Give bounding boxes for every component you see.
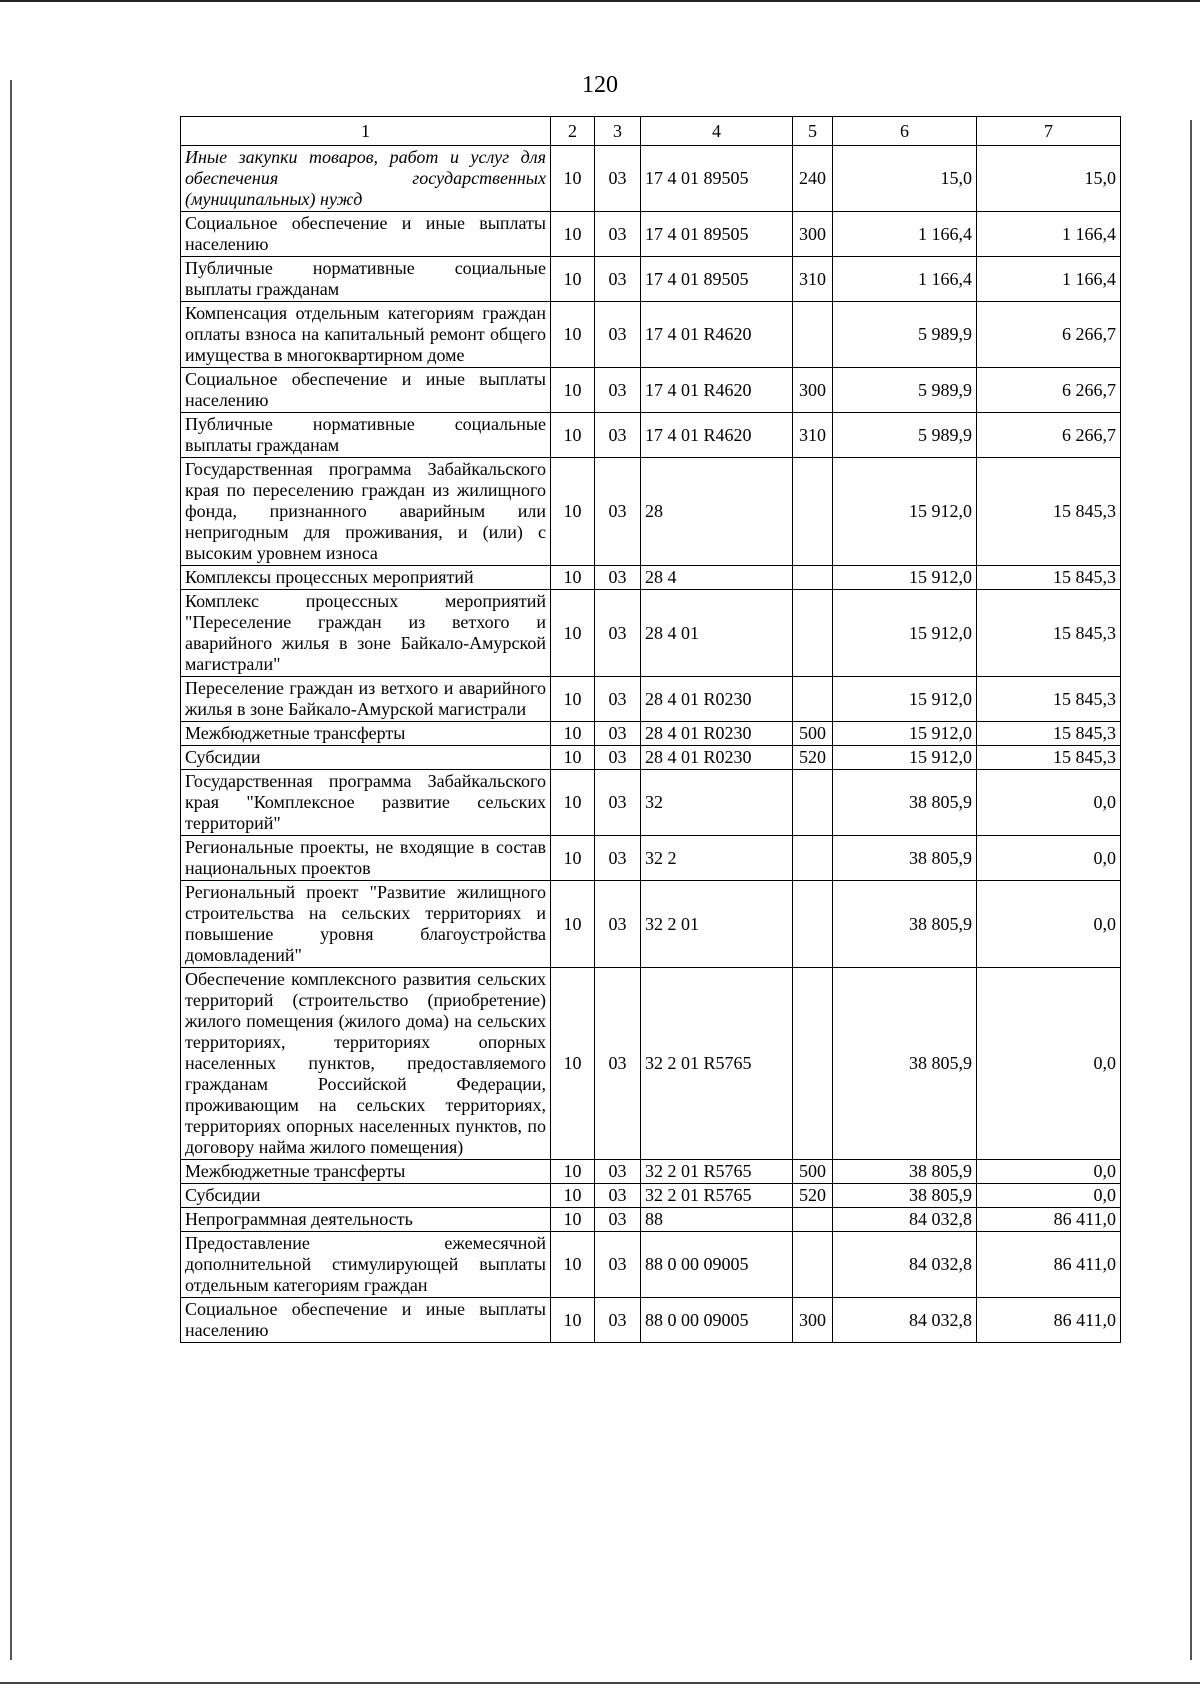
row-name: Государственная программа Забайкальского края "Комплексное развитие сельских территорий" — [181, 770, 551, 836]
row-subsection: 03 — [595, 677, 641, 722]
row-subsection: 03 — [595, 1298, 641, 1343]
row-section: 10 — [551, 722, 595, 746]
column-header: 4 — [641, 117, 793, 146]
row-name: Межбюджетные трансферты — [181, 1160, 551, 1184]
row-amount-year2: 86 411,0 — [977, 1298, 1121, 1343]
row-section: 10 — [551, 968, 595, 1160]
row-subsection: 03 — [595, 257, 641, 302]
row-amount-year1: 15 912,0 — [833, 458, 977, 566]
row-expense-type: 300 — [793, 368, 833, 413]
row-name: Комплексы процессных мероприятий — [181, 566, 551, 590]
row-section: 10 — [551, 1208, 595, 1232]
row-amount-year1: 15,0 — [833, 146, 977, 212]
row-target-code: 28 4 01 — [641, 590, 793, 677]
row-name: Субсидии — [181, 746, 551, 770]
row-subsection: 03 — [595, 1184, 641, 1208]
row-expense-type: 520 — [793, 746, 833, 770]
row-name: Государственная программа Забайкальского края по переселению граждан из жилищного фонда, признанного аварийным или непригодным для проживания, и (или) с высоким уровнем износа — [181, 458, 551, 566]
table-row — [181, 881, 1121, 968]
table-row — [181, 722, 1121, 746]
row-section: 10 — [551, 746, 595, 770]
row-target-code: 32 2 01 — [641, 881, 793, 968]
row-section: 10 — [551, 1184, 595, 1208]
row-amount-year2: 1 166,4 — [977, 257, 1121, 302]
row-amount-year1: 1 166,4 — [833, 212, 977, 257]
row-subsection: 03 — [595, 968, 641, 1160]
row-subsection: 03 — [595, 566, 641, 590]
row-amount-year2: 15 845,3 — [977, 677, 1121, 722]
row-section: 10 — [551, 836, 595, 881]
row-name: Субсидии — [181, 1184, 551, 1208]
row-target-code: 32 2 01 R5765 — [641, 968, 793, 1160]
row-subsection: 03 — [595, 746, 641, 770]
row-amount-year2: 6 266,7 — [977, 302, 1121, 368]
row-amount-year1: 38 805,9 — [833, 881, 977, 968]
table-header-row — [181, 117, 1121, 146]
row-subsection: 03 — [595, 368, 641, 413]
row-name: Иные закупки товаров, работ и услуг для обеспечения государственных (муниципальных) нужд — [181, 146, 551, 212]
row-amount-year2: 86 411,0 — [977, 1208, 1121, 1232]
row-target-code: 88 0 00 09005 — [641, 1298, 793, 1343]
row-amount-year1: 15 912,0 — [833, 677, 977, 722]
row-amount-year1: 15 912,0 — [833, 566, 977, 590]
row-amount-year2: 15 845,3 — [977, 458, 1121, 566]
row-subsection: 03 — [595, 1208, 641, 1232]
row-amount-year1: 15 912,0 — [833, 746, 977, 770]
row-section: 10 — [551, 212, 595, 257]
row-amount-year1: 1 166,4 — [833, 257, 977, 302]
table-row — [181, 413, 1121, 458]
table-row — [181, 968, 1121, 1160]
row-amount-year1: 38 805,9 — [833, 770, 977, 836]
column-header: 2 — [551, 117, 595, 146]
row-amount-year1: 84 032,8 — [833, 1298, 977, 1343]
row-expense-type — [793, 1232, 833, 1298]
table-row — [181, 1160, 1121, 1184]
column-header: 7 — [977, 117, 1121, 146]
row-amount-year2: 0,0 — [977, 881, 1121, 968]
row-expense-type — [793, 458, 833, 566]
row-subsection: 03 — [595, 302, 641, 368]
row-amount-year1: 5 989,9 — [833, 368, 977, 413]
row-subsection: 03 — [595, 1232, 641, 1298]
row-subsection: 03 — [595, 413, 641, 458]
table-body — [181, 146, 1121, 1343]
scan-edge-right — [1190, 120, 1192, 1660]
row-expense-type — [793, 566, 833, 590]
row-name: Непрограммная деятельность — [181, 1208, 551, 1232]
row-name: Переселение граждан из ветхого и аварийного жилья в зоне Байкало-Амурской магистрали — [181, 677, 551, 722]
row-section: 10 — [551, 1160, 595, 1184]
row-name: Межбюджетные трансферты — [181, 722, 551, 746]
row-expense-type — [793, 836, 833, 881]
row-subsection: 03 — [595, 770, 641, 836]
row-amount-year2: 15 845,3 — [977, 722, 1121, 746]
row-amount-year2: 0,0 — [977, 770, 1121, 836]
row-name: Региональный проект "Развитие жилищного строительства на сельских территориях и повышение уровня благоустройства домовладений" — [181, 881, 551, 968]
row-expense-type: 500 — [793, 1160, 833, 1184]
row-amount-year2: 6 266,7 — [977, 413, 1121, 458]
row-name: Социальное обеспечение и иные выплаты населению — [181, 212, 551, 257]
row-subsection: 03 — [595, 590, 641, 677]
table-row — [181, 566, 1121, 590]
row-amount-year2: 0,0 — [977, 1184, 1121, 1208]
row-expense-type — [793, 968, 833, 1160]
row-section: 10 — [551, 1298, 595, 1343]
row-target-code: 88 — [641, 1208, 793, 1232]
row-amount-year1: 15 912,0 — [833, 590, 977, 677]
row-expense-type: 310 — [793, 257, 833, 302]
row-section: 10 — [551, 368, 595, 413]
table-row — [181, 1298, 1121, 1343]
row-target-code: 17 4 01 89505 — [641, 146, 793, 212]
row-name: Компенсация отдельным категориям граждан оплаты взноса на капитальный ремонт общего имущества в многоквартирном доме — [181, 302, 551, 368]
row-target-code: 17 4 01 R4620 — [641, 368, 793, 413]
row-amount-year1: 5 989,9 — [833, 302, 977, 368]
table-row — [181, 1184, 1121, 1208]
row-expense-type — [793, 677, 833, 722]
column-header: 5 — [793, 117, 833, 146]
row-amount-year2: 15,0 — [977, 146, 1121, 212]
row-amount-year1: 38 805,9 — [833, 968, 977, 1160]
row-section: 10 — [551, 677, 595, 722]
table-row — [181, 257, 1121, 302]
column-header: 6 — [833, 117, 977, 146]
row-subsection: 03 — [595, 1160, 641, 1184]
row-expense-type — [793, 590, 833, 677]
row-section: 10 — [551, 770, 595, 836]
table-row — [181, 368, 1121, 413]
row-section: 10 — [551, 566, 595, 590]
row-expense-type: 300 — [793, 1298, 833, 1343]
row-target-code: 28 4 01 R0230 — [641, 677, 793, 722]
row-expense-type — [793, 881, 833, 968]
row-target-code: 32 — [641, 770, 793, 836]
row-expense-type: 240 — [793, 146, 833, 212]
row-section: 10 — [551, 257, 595, 302]
row-expense-type — [793, 1208, 833, 1232]
row-target-code: 28 — [641, 458, 793, 566]
table-row — [181, 677, 1121, 722]
row-subsection: 03 — [595, 146, 641, 212]
scan-edge-top — [0, 0, 1200, 8]
table-row — [181, 590, 1121, 677]
row-target-code: 32 2 01 R5765 — [641, 1184, 793, 1208]
column-header: 1 — [181, 117, 551, 146]
row-amount-year1: 15 912,0 — [833, 722, 977, 746]
row-section: 10 — [551, 413, 595, 458]
row-amount-year2: 15 845,3 — [977, 746, 1121, 770]
table-row — [181, 746, 1121, 770]
table-row — [181, 146, 1121, 212]
row-target-code: 17 4 01 89505 — [641, 257, 793, 302]
row-target-code: 17 4 01 R4620 — [641, 302, 793, 368]
row-amount-year1: 84 032,8 — [833, 1208, 977, 1232]
row-amount-year2: 0,0 — [977, 836, 1121, 881]
row-target-code: 88 0 00 09005 — [641, 1232, 793, 1298]
row-section: 10 — [551, 458, 595, 566]
row-amount-year1: 84 032,8 — [833, 1232, 977, 1298]
row-target-code: 28 4 — [641, 566, 793, 590]
row-name: Публичные нормативные социальные выплаты гражданам — [181, 257, 551, 302]
page-number: 120 — [582, 72, 618, 98]
table-row — [181, 1232, 1121, 1298]
row-target-code: 17 4 01 89505 — [641, 212, 793, 257]
row-target-code: 32 2 — [641, 836, 793, 881]
row-section: 10 — [551, 881, 595, 968]
row-amount-year2: 15 845,3 — [977, 590, 1121, 677]
row-amount-year2: 1 166,4 — [977, 212, 1121, 257]
row-name: Обеспечение комплексного развития сельских территорий (строительство (приобретение) жилого помещения (жилого дома) на сельских территориях, территориях опорных населенных пунктов, предоставляемого гражданам Российской Федерации, проживающим на сельских территориях, территориях опорных населенных пунктов, по договору найма жилого помещения) — [181, 968, 551, 1160]
budget-table — [180, 116, 1121, 1343]
row-amount-year1: 38 805,9 — [833, 1184, 977, 1208]
row-amount-year1: 5 989,9 — [833, 413, 977, 458]
row-subsection: 03 — [595, 836, 641, 881]
row-target-code: 28 4 01 R0230 — [641, 722, 793, 746]
row-name: Комплекс процессных мероприятий "Переселение граждан из ветхого и аварийного жилья в зоне Байкало-Амурской магистрали" — [181, 590, 551, 677]
row-section: 10 — [551, 302, 595, 368]
row-expense-type — [793, 770, 833, 836]
row-amount-year2: 0,0 — [977, 1160, 1121, 1184]
row-amount-year2: 86 411,0 — [977, 1232, 1121, 1298]
table-row — [181, 458, 1121, 566]
row-amount-year2: 15 845,3 — [977, 566, 1121, 590]
table-row — [181, 302, 1121, 368]
row-name: Публичные нормативные социальные выплаты гражданам — [181, 413, 551, 458]
row-subsection: 03 — [595, 212, 641, 257]
row-name: Социальное обеспечение и иные выплаты населению — [181, 368, 551, 413]
table-row — [181, 212, 1121, 257]
row-amount-year1: 38 805,9 — [833, 836, 977, 881]
table-row — [181, 1208, 1121, 1232]
row-name: Предоставление ежемесячной дополнительной стимулирующей выплаты отдельным категориям граждан — [181, 1232, 551, 1298]
row-subsection: 03 — [595, 458, 641, 566]
row-expense-type: 520 — [793, 1184, 833, 1208]
row-subsection: 03 — [595, 722, 641, 746]
row-target-code: 17 4 01 R4620 — [641, 413, 793, 458]
row-amount-year1: 38 805,9 — [833, 1160, 977, 1184]
row-subsection: 03 — [595, 881, 641, 968]
row-target-code: 28 4 01 R0230 — [641, 746, 793, 770]
row-section: 10 — [551, 590, 595, 677]
row-section: 10 — [551, 1232, 595, 1298]
row-amount-year2: 6 266,7 — [977, 368, 1121, 413]
row-target-code: 32 2 01 R5765 — [641, 1160, 793, 1184]
row-expense-type: 310 — [793, 413, 833, 458]
row-expense-type: 300 — [793, 212, 833, 257]
row-expense-type — [793, 302, 833, 368]
row-section: 10 — [551, 146, 595, 212]
row-name: Региональные проекты, не входящие в состав национальных проектов — [181, 836, 551, 881]
row-amount-year2: 0,0 — [977, 968, 1121, 1160]
column-header: 3 — [595, 117, 641, 146]
row-expense-type: 500 — [793, 722, 833, 746]
scan-edge-left — [10, 80, 12, 1660]
row-name: Социальное обеспечение и иные выплаты населению — [181, 1298, 551, 1343]
table-row — [181, 770, 1121, 836]
scan-edge-bottom — [0, 1682, 1200, 1684]
table-row — [181, 836, 1121, 881]
